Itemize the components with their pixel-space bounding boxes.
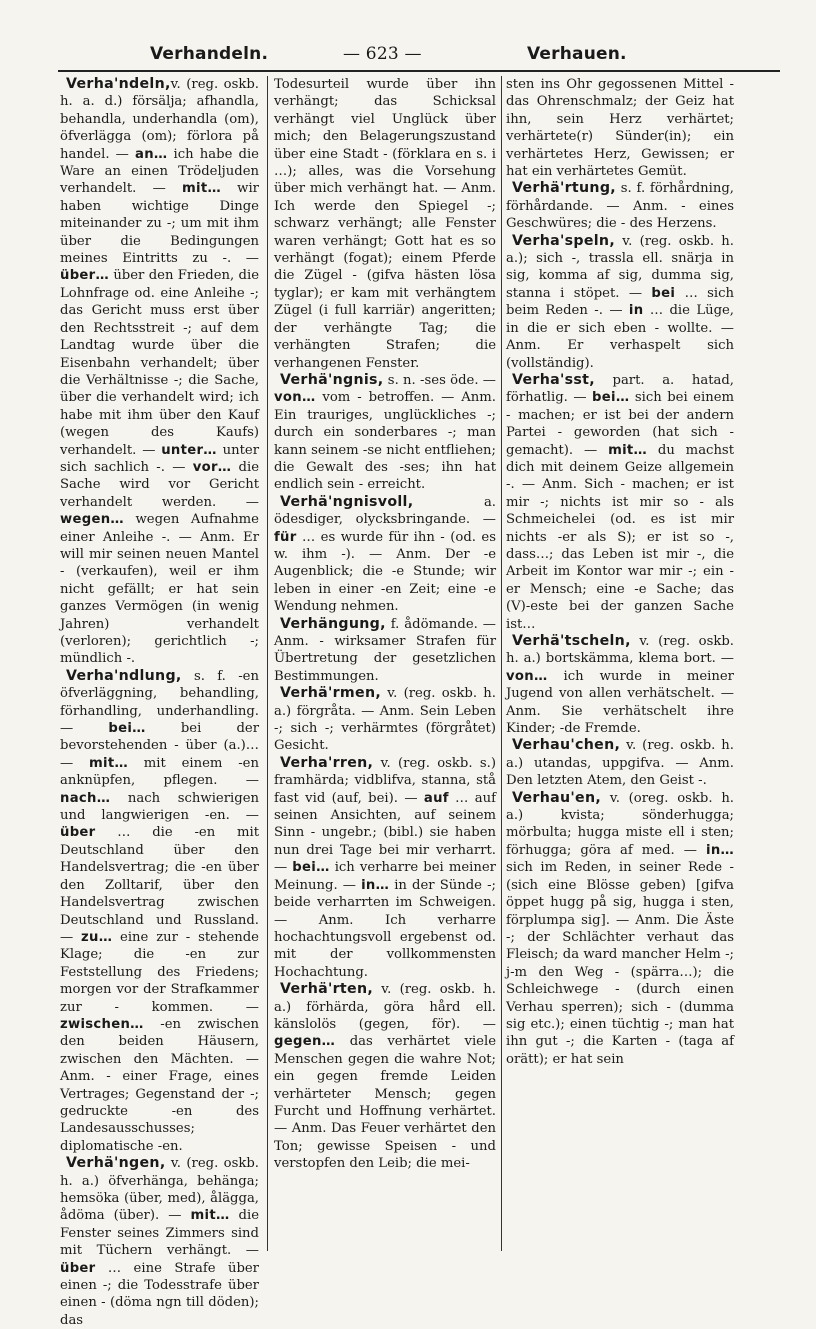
- entry-text: ich verharre bei meiner Meinung. —: [274, 860, 496, 893]
- preposition-keyword: über: [60, 1260, 96, 1276]
- preposition-keyword: mit…: [89, 755, 128, 771]
- preposition-keyword: zu…: [81, 929, 113, 945]
- entry-text: ich wurde in meiner Jugend von allen verhätschelt. — Anm. Sie verhätschelt ihre Kinder; -de Fremde.: [506, 668, 734, 737]
- page-number: — 623 —: [343, 44, 422, 64]
- preposition-keyword: mit…: [182, 181, 221, 197]
- preposition-keyword: unter…: [161, 442, 217, 458]
- headword: Verhä'tscheln,: [512, 633, 631, 649]
- entry-text: -en zwischen den beiden Häusern, zwischen den Mächten. — Anm. - einer Frage, eines Vertrages; Gegenstand der -; gedruckte -en des Landesausschusses; diplomatische -en.: [60, 1016, 259, 1154]
- preposition-keyword: von…: [274, 390, 316, 406]
- headword: Verhängung,: [280, 615, 386, 632]
- preposition-keyword: über: [60, 825, 96, 841]
- dictionary-entry: [274, 76, 496, 372]
- preposition-keyword: an…: [135, 146, 168, 162]
- headword: Verhä'rtung,: [512, 180, 616, 197]
- dictionary-entry: [274, 494, 496, 616]
- preposition-keyword: in: [628, 303, 644, 319]
- text-column-1: [60, 76, 260, 1328]
- preposition-keyword: auf: [423, 790, 449, 806]
- preposition-keyword: bei…: [108, 721, 146, 737]
- entry-text: über den Frieden, die Lohnfrage od. eine Anleihe -; das Gericht muss erst über den Rechtsstreit -; auf dem Landtag wurde über die Eisenbahn verhandelt; über die Verhältnisse -; die Sache, über die verhandelt wird; ich habe mit ihm über den Kauf (wegen des Kaufs) verhandelt. —: [60, 268, 259, 458]
- entry-text: in der Sünde -; beide verharrten im Schweigen. — Anm. Ich verharre hochachtungsvoll ergebenst od. mit der vollkommensten Hochachtung.: [274, 877, 496, 980]
- dictionary-entry: [274, 685, 496, 755]
- preposition-keyword: gegen…: [274, 1034, 336, 1050]
- entry-text: Todesurteil wurde über ihn verhängt; das Schicksal verhängt viel Unglück über mich; den Belagerungszustand über eine Stadt - (förklara en s. i …); alles, was die Vorsehung über mich verhängt hat. — Anm. Ich werde den Spiegel -; schwarz verhängt; alle Fenster waren verhängt; Gott hat es so verhängt (fogat); einem Pferde die Zügel - (gifva hästen lösa tyglar); er kam mit verhängtem Zügel (i full karriär) angeritten; der verhängte Tag; die verhängten Strafen; die verhangenen Fenster.: [274, 77, 496, 371]
- entry-text: … die Lüge, in die er sich eben - wollte. — Anm. Er verhaspelt sich (vollständig).: [506, 303, 735, 371]
- entry-text: bei der bevorstehenden - über (a.)… —: [60, 721, 259, 771]
- entry-text: mit einem -en anknüpfen, pflegen. —: [60, 755, 259, 789]
- entry-text: v. (reg. oskb. h. a.) förhärda, göra hård ell. känslolös (gegen, för). —: [274, 982, 496, 1032]
- headword: Verha'ndlung,: [66, 667, 182, 684]
- preposition-keyword: zwischen…: [60, 1016, 144, 1032]
- preposition-keyword: von…: [506, 668, 548, 684]
- entry-text: du machst dich mit deinem Geize allgemein -. — Anm. Sich - machen; er ist mir -; nichts ist mir so - als Schmeichelei (od. es ist mir nichts -er als S); er ist so -, dass…; das Leben ist mir -, die Arbeit im Kontor war mir -; ein -er Mensch; eine -e Sache; das (V)-este bei der ganzen Sache ist…: [506, 442, 734, 632]
- text-column-2: [274, 76, 496, 1246]
- headword: Verha'sst,: [512, 371, 595, 388]
- headword: Verhau'chen,: [512, 737, 621, 754]
- dictionary-entry: [506, 737, 734, 789]
- entry-text: s. f. -en öfverläggning, behandling, förhandling, underhandling. —: [60, 668, 259, 737]
- entry-text: sten ins Ohr gegossenen Mittel - das Ohrenschmalz; der Geiz hat ihn, sein Herz verhärtet; verhärtete(r) Sünder(in); ein verhärtetes Herz, Gewissen; er hat ein verhärtetes Gemüt.: [506, 77, 734, 180]
- running-header: [0, 38, 816, 66]
- text-column-3: [506, 76, 734, 1246]
- dictionary-entry: [506, 790, 734, 1069]
- preposition-keyword: in…: [361, 877, 390, 893]
- entry-text: eine zur - stehende Klage; die -en zur Feststellung des Friedens; morgen vor der Strafkammer zur - kommen. —: [60, 929, 259, 1015]
- entry-text: vom - betroffen. — Anm. Ein trauriges, unglückliches -; durch ein sonderbares -; man kann seinem -se nicht entfliehen; die Gewalt des -ses; ihn hat endlich sein - erreicht.: [274, 390, 496, 493]
- dictionary-entry: [60, 668, 259, 1155]
- entry-text: v. (reg. oskb. h. a.) förgråta. — Anm. Sein Leben -; sich -; verhärmtes (förgråtet) Gesicht.: [274, 686, 496, 754]
- entry-text: das verhärtet viele Menschen gegen die wahre Not; ein gegen fremde Leiden verhärteter Mensch; gegen Furcht und Hoffnung verhärtet. — Anm. Das Feuer verhärtet den Ton; gewisse Speisen - und verstopfen den Leib; die mei-: [274, 1034, 496, 1172]
- entry-text: v. (reg. oskb. h. a. d.) försälja; afhandla, behandla, underhandla (om), öfverlägga (om); förlora på handel. —: [60, 77, 259, 162]
- preposition-keyword: in…: [706, 842, 734, 858]
- entry-text: unter sich sachlich -. —: [60, 442, 259, 475]
- dictionary-entry: [274, 755, 496, 981]
- entry-text: v. (reg. oskb. h. a.); sich -, trassla ell. snärja in sig, komma af sig, dumma sig, stanna i stöpet. —: [506, 233, 734, 301]
- headword: Verhä'rmen,: [280, 685, 382, 702]
- headword: Verha'ndeln,: [66, 76, 171, 92]
- dictionary-entry: [506, 233, 734, 372]
- entry-text: … auf seinen Ansichten, auf seinem Sinn - ungebr.; (bibl.) sie haben nun drei Tage bei mir verharrt. —: [274, 790, 496, 876]
- entry-text: nach schwierigen und langwierigen -en. —: [60, 790, 259, 824]
- entry-text: v. (reg. oskb. h. a.) bortskämma, klema bort. —: [506, 634, 734, 667]
- preposition-keyword: wegen…: [60, 512, 124, 528]
- entry-text: sich im Reden, in seiner Rede - (sich eine Blösse geben) [gifva öppet hugg på sig, hugga i sten, förplumpa sig]. — Anm. Die Äste -; der Schlächter verhaut das Fleisch; da ward mancher Helm -; j-m den Weg - (spärra…); die Schleichwege - (durch einen Verhau sperren); sich - (dumma sig etc.); einen tüchtig -; man hat ihn gut -; die Karten - (taga af orätt); er hat sein: [506, 860, 734, 1067]
- preposition-keyword: mit…: [608, 442, 648, 458]
- dictionary-entry: [60, 1155, 259, 1329]
- dictionary-entry: [274, 372, 496, 494]
- entry-text: ich habe die Ware an einen Trödeljuden verhandelt. —: [60, 146, 259, 197]
- preposition-keyword: vor…: [192, 459, 232, 475]
- entry-text: s. n. -ses öde. —: [383, 372, 496, 388]
- dictionary-entry: [60, 76, 259, 668]
- dictionary-entry: [506, 180, 734, 232]
- entry-text: die Sache wird vor Gericht verhandelt werden. —: [60, 459, 260, 510]
- headword: Verha'speln,: [512, 232, 616, 249]
- column-divider-1: [267, 76, 268, 1251]
- entry-text: v. (reg. oskb. s.) framhärda; vidblifva, stanna, stå fast vid (auf, bei). —: [274, 755, 496, 806]
- entry-text: f. ådömande. — Anm. - wirksamer Strafen für Übertretung der gesetzlichen Bestimmungen.: [274, 616, 496, 684]
- dictionary-entry: [506, 372, 734, 633]
- preposition-keyword: bei…: [592, 390, 630, 406]
- entry-text: … sich beim Reden -. —: [506, 285, 735, 319]
- header-right-guideword: Verhauen.: [527, 44, 627, 64]
- dictionary-entry: [274, 616, 496, 686]
- header-left-guideword: Verhandeln.: [150, 44, 269, 64]
- entry-text: … die -en mit Deutschland über den Handelsvertrag; die -en über den Zolltarif, über den Handelsvertrag zwischen Deutschland und Russland. —: [60, 825, 259, 945]
- headword: Verha'rren,: [280, 754, 374, 771]
- headword: Verhä'ngnisvoll,: [280, 493, 414, 510]
- column-divider-2: [501, 76, 502, 1251]
- dictionary-entry: [506, 76, 734, 180]
- headword: Verhä'ngnis,: [280, 371, 384, 388]
- entry-text: wir haben wichtige Dinge miteinander zu -; um mit ihm über die Bedingungen meines Eintritts zu -. —: [60, 181, 259, 267]
- header-rule: [58, 70, 780, 72]
- entry-text: … es wurde für ihn - (od. es w. ihm -). — Anm. Der -e Augenblick; die -e Stunde; wir leben in einer -en Zeit; eine -e Wendung nehmen.: [274, 529, 496, 615]
- dictionary-entry: [274, 981, 496, 1172]
- entry-text: … eine Strafe über einen -; die Todesstrafe über einen - (döma ngn till döden); das: [60, 1260, 259, 1328]
- entry-text: v. (reg. oskb. h. a.) öfverhänga, behänga; hemsöka (über, med), ålägga, ådöma (über). —: [60, 1156, 259, 1224]
- entry-text: sich bei einem - machen; er ist bei der andern Partei - geworden (hat sich - gemacht). —: [506, 390, 735, 458]
- entry-text: part. a. hatad, förhatlig. —: [506, 372, 734, 406]
- preposition-keyword: nach…: [60, 790, 111, 806]
- headword: Verhä'ngen,: [66, 1155, 166, 1172]
- dictionary-entry: [506, 633, 734, 737]
- entry-text: s. f. förhårdning, förhårdande. — Anm. - eines Geschwüres; die - des Herzens.: [506, 181, 734, 232]
- entry-text: v. (oreg. oskb. h. a.) kvista; sönderhugga; mörbulta; hugga miste ell i sten; förhugga; göra af med. —: [506, 790, 734, 858]
- headword: Verhä'rten,: [280, 981, 374, 998]
- preposition-keyword: mit…: [190, 1208, 230, 1224]
- entry-text: wegen Aufnahme einer Anleihe -. — Anm. Er will mir seinen neuen Mantel - (verkaufen), weil er ihm nicht gefällt; er hat sein ganzes Vermögen (in wenig Jahren) verhandelt (verloren); gerichtlich -; mündlich -.: [60, 512, 259, 667]
- entry-text: v. (reg. oskb. h. a.) utandas, uppgifva. — Anm. Den letzten Atem, den Geist -.: [506, 738, 734, 789]
- preposition-keyword: bei: [651, 285, 676, 301]
- preposition-keyword: über…: [60, 268, 109, 284]
- entry-text: a. ödesdiger, olycksbringande. —: [274, 494, 496, 528]
- headword: Verhau'en,: [512, 789, 602, 806]
- entry-text: die Fenster seines Zimmers sind mit Tüchern verhängt. —: [60, 1208, 259, 1259]
- preposition-keyword: bei…: [292, 860, 330, 876]
- preposition-keyword: für: [274, 529, 297, 545]
